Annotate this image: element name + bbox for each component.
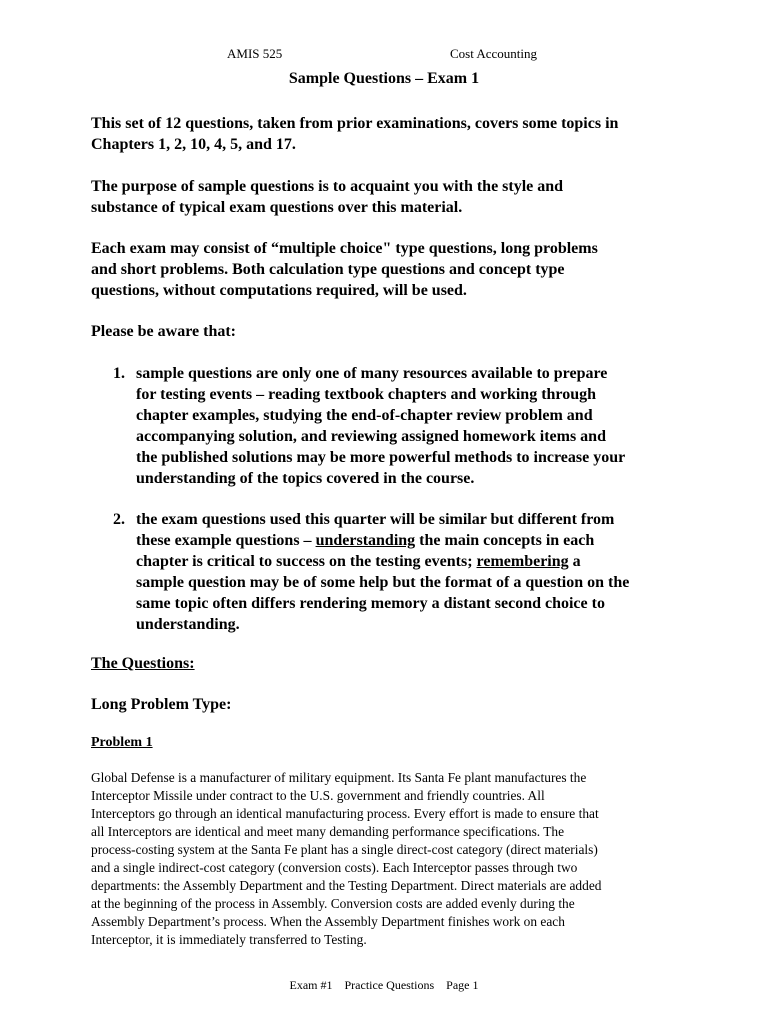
purpose-line: The purpose of sample questions is to acquaint you with the style and <box>91 178 564 195</box>
problem-line: Interceptors go through an identical manufacturing process. Every effort is made to ensure that <box>91 806 599 821</box>
list-line: accompanying solution, and reviewing assigned homework items and <box>136 428 606 445</box>
problem-label: Problem 1 <box>91 735 153 750</box>
list-line: understanding of the topics covered in the course. <box>136 470 475 487</box>
list-number: 1. <box>113 365 125 382</box>
list-text: chapter is critical to success on the testing events; <box>136 553 477 570</box>
course-subject: Cost Accounting <box>450 46 538 61</box>
aware-heading: Please be aware that: <box>91 323 236 340</box>
purpose-line: substance of typical exam questions over this material. <box>91 199 463 216</box>
purpose-paragraph <box>91 176 691 218</box>
long-problem-heading: Long Problem Type: <box>91 696 232 713</box>
problem-line: Global Defense is a manufacturer of military equipment. Its Santa Fe plant manufactures the <box>91 770 587 785</box>
list-item-body <box>136 509 696 635</box>
list-line: sample questions are only one of many resources available to prepare <box>136 365 608 382</box>
questions-heading: The Questions: <box>91 655 195 672</box>
list-line: chapter examples, studying the end-of-chapter review problem and <box>136 407 593 424</box>
problem-line: Assembly Department’s process. When the Assembly Department finishes work on each <box>91 914 565 929</box>
list-line: the published solutions may be more powerful methods to increase your <box>136 449 626 466</box>
format-paragraph <box>91 238 691 301</box>
list-line: for testing events – reading textbook chapters and working through <box>136 386 597 403</box>
format-line: questions, without computations required, will be used. <box>91 282 467 299</box>
list-line: same topic often differs rendering memory a distant second choice to <box>136 595 605 612</box>
list-line <box>136 551 696 572</box>
problem-line: departments: the Assembly Department and the Testing Department. Direct materials are added <box>91 878 602 893</box>
page-title: Sample Questions – Exam 1 <box>288 70 480 87</box>
problem-line: Interceptor, it is immediately transferred to Testing. <box>91 932 367 947</box>
list-text: a <box>568 553 581 570</box>
problem-line: and a single indirect-cost category (conversion costs). Each Interceptor passes through two <box>91 860 578 875</box>
problem-line: process-costing system at the Santa Fe plant has a single direct-cost category (direct materials) <box>91 842 598 857</box>
page-footer: Exam #1 Practice Questions Page 1 <box>289 978 479 992</box>
intro-paragraph <box>91 113 691 155</box>
list-number: 2. <box>113 511 125 528</box>
format-line: Each exam may consist of “multiple choice" type questions, long problems <box>91 240 598 257</box>
problem-line: Interceptor Missile under contract to the U.S. government and friendly countries. All <box>91 788 545 803</box>
problem-line: all Interceptors are identical and meet many demanding performance specifications. The <box>91 824 565 839</box>
underlined-word: understanding <box>315 532 416 549</box>
intro-line: This set of 12 questions, taken from prior examinations, covers some topics in <box>91 115 619 132</box>
format-line: and short problems. Both calculation type questions and concept type <box>91 261 565 278</box>
problem-line: at the beginning of the process in Assembly. Conversion costs are added evenly during the <box>91 896 575 911</box>
list-line: understanding. <box>136 616 240 633</box>
problem-text <box>91 769 671 949</box>
list-line <box>136 530 696 551</box>
list-text: these example questions – <box>136 532 316 549</box>
intro-line: Chapters 1, 2, 10, 4, 5, and 17. <box>91 136 296 153</box>
list-item-body <box>136 363 696 489</box>
list-line: the exam questions used this quarter will be similar but different from <box>136 511 615 528</box>
list-text: the main concepts in each <box>415 532 595 549</box>
course-code: AMIS 525 <box>227 46 283 61</box>
underlined-word: remembering <box>476 553 569 570</box>
list-line: sample question may be of some help but the format of a question on the <box>136 574 630 591</box>
